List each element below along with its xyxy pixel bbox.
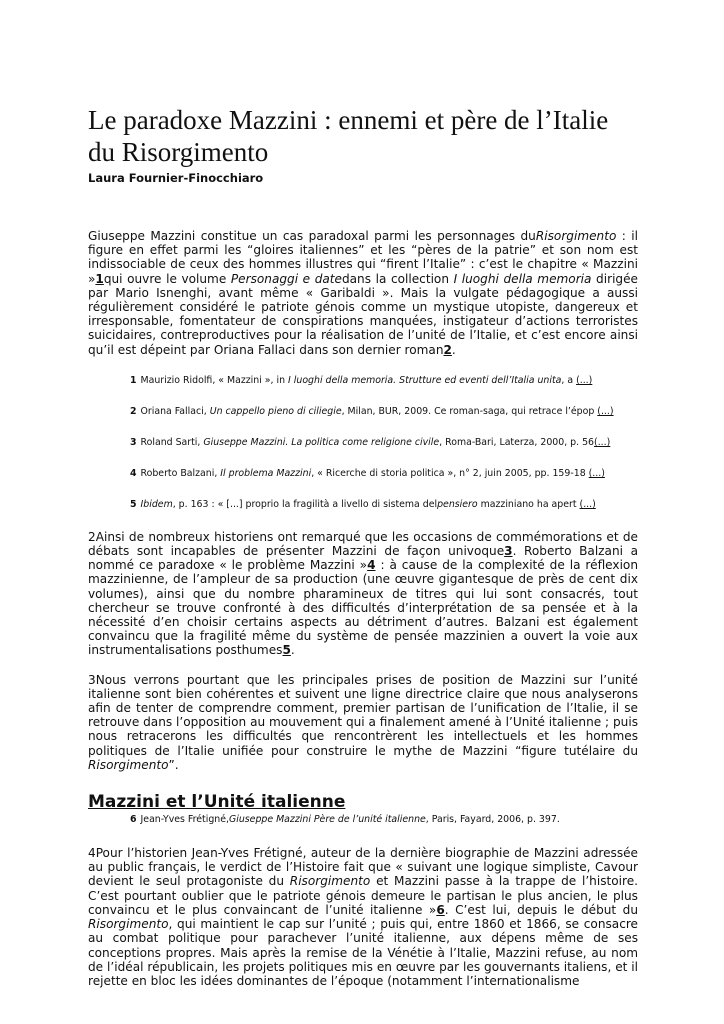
- italic-span: Risorgimento: [88, 917, 169, 932]
- text-span: 4Pour l’historien Jean-Yves Frétigné, auteur de la dernière biographie de Mazzini adressée au public français, le verdict de l’Histoire fait que « suivant une logique simpliste, Cavour devient le seul protagoniste du: [88, 846, 638, 889]
- text-span: , qui maintient le cap sur l’unité ; puis qui, entre 1860 et 1866, se consacre au combat politique pour parachever l’unité italienne, aux dépens même de ses conceptions propres. Mais après la remise de la Vénétie à l’Italie, Mazzini refuse, au nom de l’idéal républicain, les projets politiques mis en œuvre par les gouvernants italiens, et il rejette en bloc les idées dominantes de l’époque (notamment l’internationalisme: [88, 917, 638, 988]
- paragraph-2: [88, 530, 638, 658]
- section-heading: Mazzini et l’Unité italienne: [88, 792, 346, 813]
- paragraph-1: [88, 229, 638, 357]
- footnote-text: , Paris, Fayard, 2006, p. 397.: [425, 814, 560, 826]
- footnote-number: 5: [130, 498, 137, 510]
- footnote-4: [130, 468, 638, 480]
- footnote-text: Roberto Balzani,: [140, 467, 221, 479]
- footnote-ref-5[interactable]: 5: [282, 643, 291, 658]
- footnote-italic: Il problema Mazzini: [220, 467, 312, 479]
- footnote-1: [130, 375, 638, 387]
- footnote-text: Oriana Fallaci,: [140, 405, 210, 417]
- text-span: . C’est lui, depuis le début du: [444, 902, 639, 917]
- footnote-text: , p. 163 : « [...] proprio la fragilità a livello di sistema del: [172, 498, 438, 510]
- footnote-italic: Un cappello pieno di ciliegie: [209, 405, 342, 417]
- italic-span: I luoghi della memoria: [453, 271, 592, 286]
- text-span: : il figure en effet parmi les “gloires italiennes” et les “pères de la patrie” et son nom est indissociable de ceux des hommes illustres qui “firent l’Italie” : c’est le chapitre « Mazzini »: [88, 229, 639, 286]
- text-span: 3Nous verrons pourtant que les principales prises de position de Mazzini sur l’unité italienne sont bien cohérentes et suivent une ligne directrice claire que nous analyserons afin de tenter de comprendre comment, premier partisan de l’unification de l’Italie, il se retrouve dans l’opposition au mouvement qui a finalement amené à l’Unité italienne ; puis nous retracerons les difficultés que rencontrèrent les intellectuels et les hommes politiques de l’Italie unifiée pour construire le mythe de Mazzini “figure tutélaire du: [88, 672, 638, 758]
- footnote-number: 2: [130, 405, 137, 417]
- footnote-number: 4: [130, 467, 137, 479]
- article-title: Le paradoxe Mazzini : ennemi et père de l’Italie du Risorgimento: [88, 105, 609, 167]
- footnote-5: [130, 499, 638, 511]
- footnote-3: [130, 437, 638, 449]
- text-span: . Roberto Balzani a nommé ce paradoxe « le problème Mazzini »: [88, 544, 638, 573]
- article: [88, 104, 638, 988]
- footnote-6: [130, 814, 638, 826]
- footnote-ref-6[interactable]: 6: [436, 902, 445, 917]
- footnote-text: , Milan, BUR, 2009. Ce roman-saga, qui retrace l’épop: [341, 405, 598, 417]
- footnote-ref-1[interactable]: 1: [95, 271, 104, 286]
- footnote-text: , « Ricerche di storia politica », n° 2, juin 2005, pp. 159-18: [311, 467, 589, 479]
- author-name: Laura Fournier-Finocchiaro: [88, 171, 264, 185]
- text-span: et Mazzini passe à la trappe de l’histoire. C’est pourtant oublier que le patriote génois demeure le partisan le plus ancien, le plus convaincu et le plus convaincant de l’unité italienne »: [88, 874, 638, 917]
- italic-span: Risorgimento: [289, 874, 371, 889]
- footnote-italic: Giuseppe Mazzini Père de l’unité italienne: [228, 814, 426, 826]
- footnote-more-link[interactable]: (...): [576, 374, 593, 386]
- text-span: qui ouvre le volume: [103, 271, 231, 286]
- footnote-text: , a: [561, 374, 577, 386]
- text-span: .: [451, 342, 456, 357]
- footnote-italic: I luoghi della memoria. Strutture ed eventi dell’Italia unita: [288, 374, 562, 386]
- italic-span: Personaggi e date: [230, 271, 342, 286]
- footnote-ref-2[interactable]: 2: [443, 342, 452, 357]
- paragraph-4: [88, 846, 638, 988]
- footnote-number: 1: [130, 374, 137, 386]
- footnote-ref-3[interactable]: 3: [504, 544, 513, 559]
- footnote-more-link[interactable]: (...): [588, 467, 605, 479]
- footnote-italic: Giuseppe Mazzini. La politica come religione civile: [203, 436, 440, 448]
- footnote-italic: Ibidem: [140, 498, 173, 510]
- footnote-ref-4[interactable]: 4: [367, 558, 376, 573]
- text-span: Giuseppe Mazzini constitue un cas paradoxal parmi les personnages du: [88, 229, 536, 243]
- italic-span: Risorgimento: [535, 229, 617, 243]
- footnote-text: Roland Sarti,: [140, 436, 204, 448]
- text-span: dirigée par Mario Isnenghi, avant même « Garibaldi ». Mais la vulgate pédagogique a aussi régulièrement considéré le patriote génois comme un mystique utopiste, dangereux et irresponsable, fomentateur de conspirations manquées, instigateur d’actions terroristes suicidaires, contreproductives pour la réalisation de l’unité de l’Italie, et c’est encore ainsi qu’il est dépeint par Oriana Fallaci dans son dernier roman: [88, 271, 638, 357]
- footnote-more-link[interactable]: (...): [594, 436, 611, 448]
- text-span: 2Ainsi de nombreux historiens ont remarqué que les occasions de commémorations et de débats sont incapables de présenter Mazzini de façon univoque: [88, 529, 638, 559]
- footnote-more-link[interactable]: (...): [597, 405, 614, 417]
- footnote-2: [130, 406, 638, 418]
- text-span: : à cause de la complexité de la réflexion mazzinienne, de l’ampleur de sa production (une œuvre gigantesque de près de cent dix volumes), ainsi que du nombre pharamineux de titres qui lui sont consacrés, tout chercheur se trouve confronté à des difficultés d’interprétation de sa pensée et à la nécessité d’en choisir certains aspects au détriment d’autres. Balzani est également convaincu que la fragilité même du système de pensée mazzinien a ouvert la voie aux instrumentalisations posthumes: [88, 558, 638, 658]
- footnote-text: , Roma-Bari, Laterza, 2000, p. 56: [439, 436, 595, 448]
- footnote-list: [88, 375, 638, 511]
- text-span: dans la collection: [341, 271, 454, 286]
- italic-span: Risorgimento: [88, 757, 169, 772]
- text-span: .: [290, 643, 295, 658]
- footnote-number: 3: [130, 436, 137, 448]
- footnote-more-link[interactable]: (...): [579, 498, 596, 510]
- paragraph-3: [88, 673, 638, 772]
- footnote-text: mazziniano ha apert: [477, 498, 580, 510]
- footnote-text: Maurizio Ridolfi, « Mazzini », in: [140, 374, 289, 386]
- footnote-italic: pensiero: [437, 498, 478, 510]
- footnote-number: 6: [130, 814, 137, 826]
- footnote-text: Jean-Yves Frétigné,: [140, 814, 229, 826]
- text-span: ”.: [168, 757, 179, 772]
